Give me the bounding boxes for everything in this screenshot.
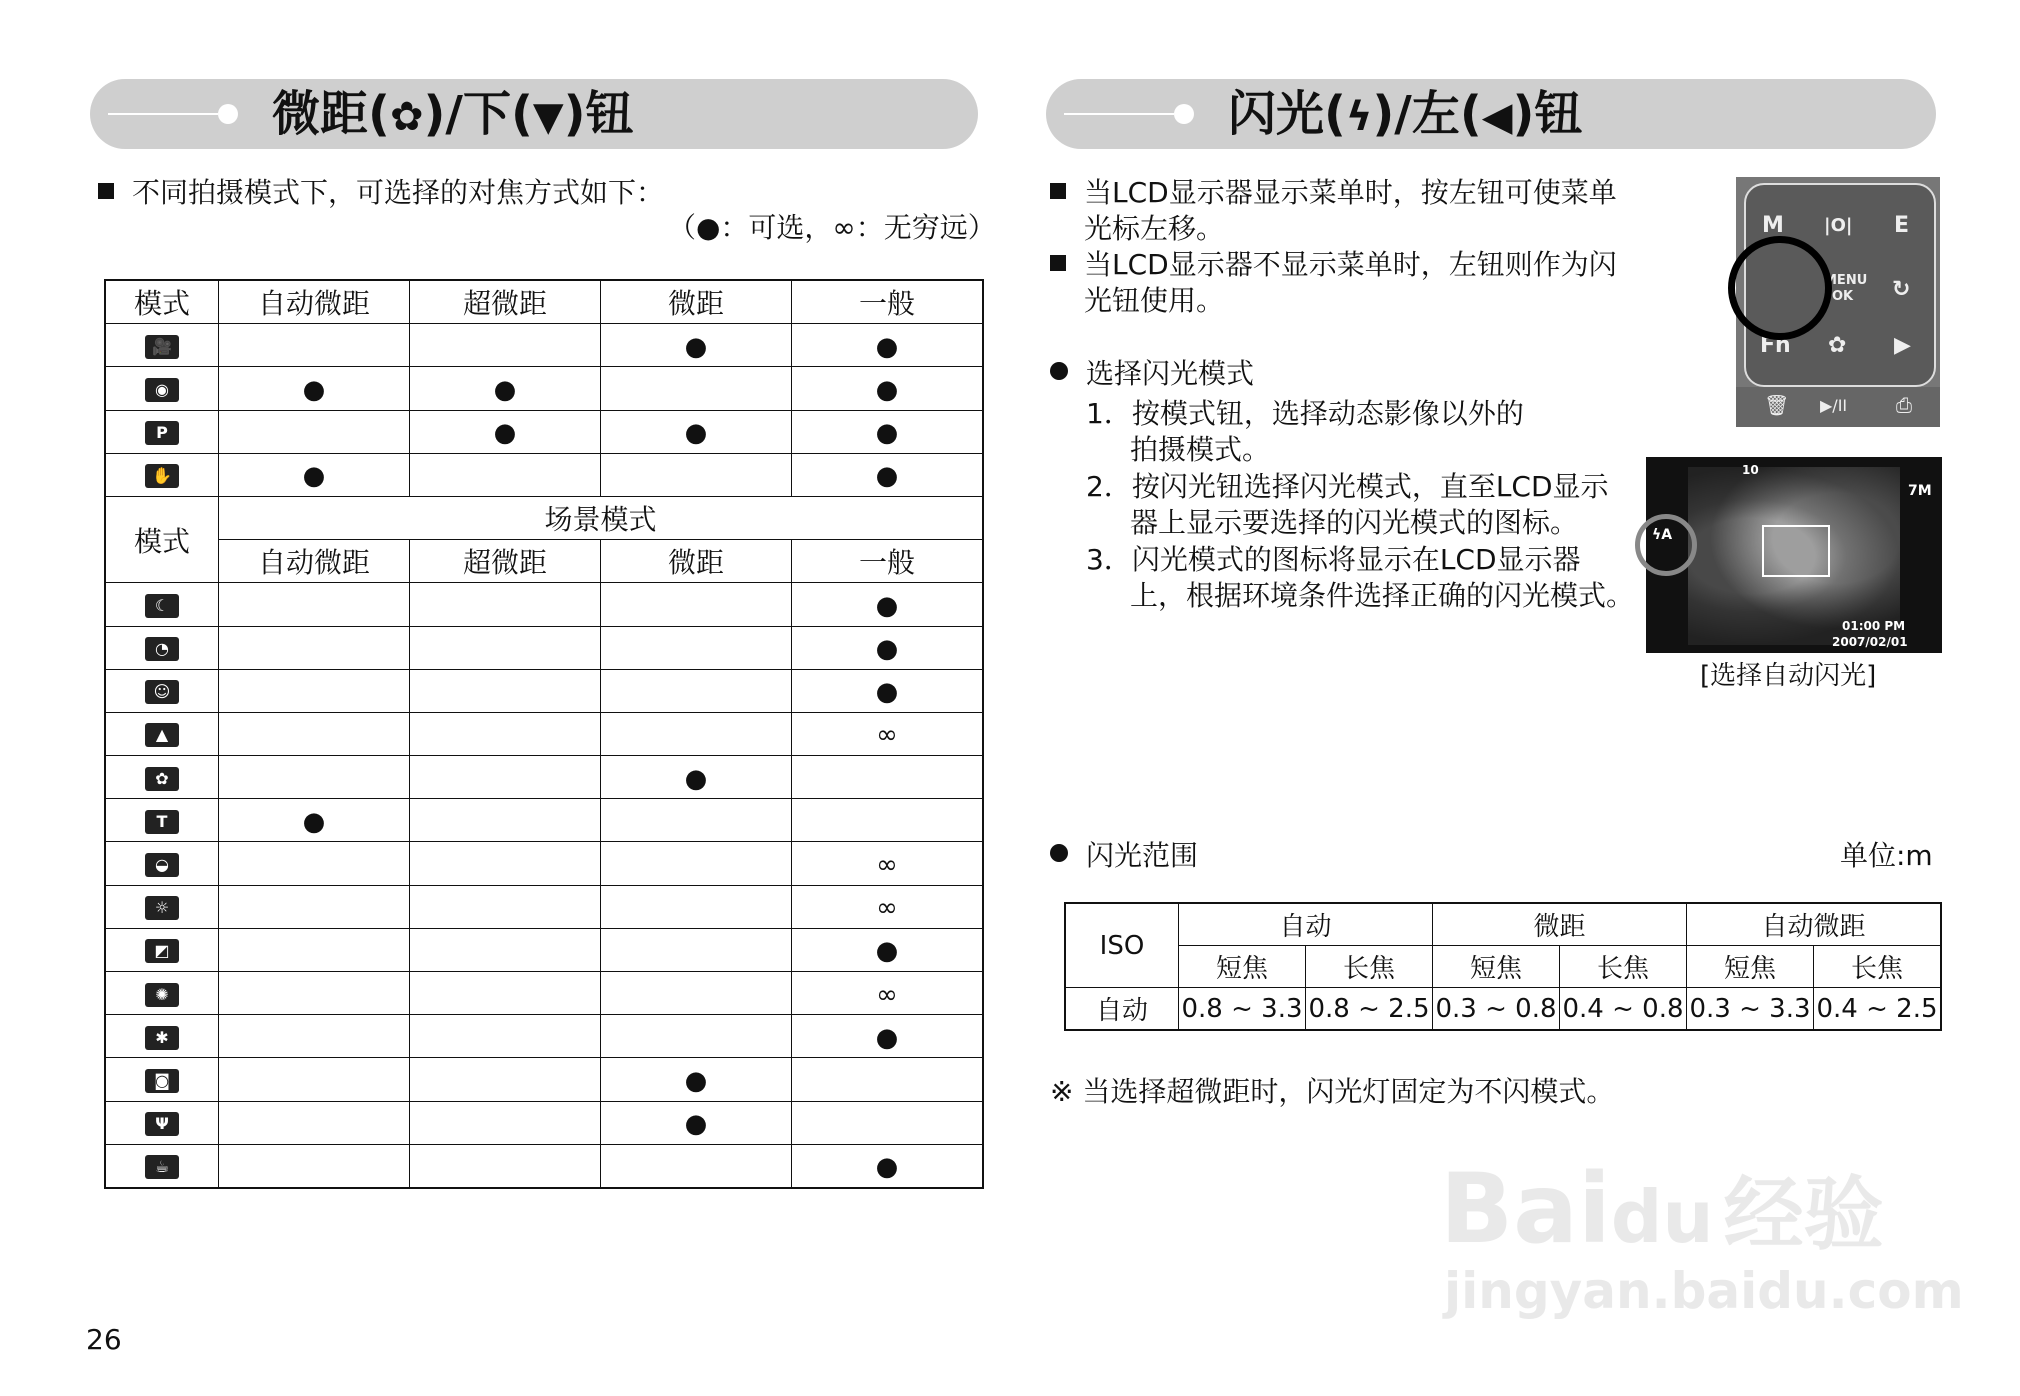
table-cell (601, 756, 792, 799)
table-row (105, 583, 983, 626)
macro-icon: ✿ (389, 94, 424, 140)
night-icon: ☾ (145, 594, 179, 618)
table-cell (792, 972, 984, 1015)
sub-header: 超微距 (410, 540, 601, 583)
table-cell (105, 842, 219, 885)
button-bar (1736, 387, 1940, 427)
table-cell (792, 324, 984, 367)
baidu-watermark: Baidu 经验 (1440, 1153, 1884, 1265)
table-cell (219, 453, 410, 496)
table-cell (601, 453, 792, 496)
table-cell (219, 367, 410, 410)
table-cell: 自动微距 (219, 280, 410, 324)
table-cell (105, 410, 219, 453)
mode-m-label: M (1762, 213, 1784, 238)
table-cell (105, 367, 219, 410)
table-cell (792, 1058, 984, 1101)
scene-subheader-row (105, 540, 983, 583)
table-cell (792, 367, 984, 410)
table-row (105, 1058, 983, 1101)
table-row (105, 280, 983, 324)
infinity-mark: ∞ (876, 850, 898, 881)
table-cell: 微距 (601, 280, 792, 324)
image-size-icon: 7M (1908, 483, 1932, 499)
table-cell (410, 1015, 601, 1058)
range-value: 0.8 ~ 3.3 (1179, 988, 1306, 1031)
header-dot (1174, 104, 1194, 124)
table-cell (219, 842, 410, 885)
range-value: 0.8 ~ 2.5 (1306, 988, 1433, 1031)
flash-range-heading: 闪光范围 (1050, 838, 1198, 874)
table-cell (219, 324, 410, 367)
table-cell (410, 1058, 601, 1101)
selectable-mark: ● (875, 461, 899, 492)
table-cell (105, 626, 219, 669)
table-cell (410, 453, 601, 496)
mode-label: 模式 (105, 496, 219, 582)
infinity-mark: ∞ (876, 893, 898, 924)
right-bullet-1: 当LCD显示器显示菜单时，按左钮可使菜单 光标左移。 (1050, 175, 1617, 247)
step-3: 3．闪光模式的图标将显示在LCD显示器 上，根据环境条件选择正确的闪光模式。 (1086, 543, 1635, 612)
beach-snow-icon: ✱ (145, 1026, 179, 1050)
scene-header-row (105, 496, 983, 539)
page-number: 26 (86, 1323, 122, 1356)
shot-count: 10 (1742, 463, 1759, 477)
table-cell (410, 712, 601, 755)
flash-button-highlight-circle (1728, 236, 1832, 340)
menu-label: MENU (1824, 273, 1868, 288)
table-cell (410, 626, 601, 669)
table-cell (792, 842, 984, 885)
header-line (1064, 113, 1174, 115)
table-row (105, 626, 983, 669)
table-row (105, 669, 983, 712)
table-cell (410, 972, 601, 1015)
table-cell (792, 928, 984, 971)
sub-header: 长焦 (1306, 946, 1433, 988)
table-cell (105, 1015, 219, 1058)
selectable-mark: ● (684, 418, 708, 449)
table-cell (219, 799, 410, 842)
table-cell (601, 972, 792, 1015)
sub-header: 自动微距 (219, 540, 410, 583)
range-value: 0.4 ~ 2.5 (1814, 988, 1942, 1031)
backlight-icon: ◩ (145, 939, 179, 963)
table-row (105, 972, 983, 1015)
selectable-mark: ● (302, 461, 326, 492)
cafe-icon: ☕ (145, 1155, 179, 1179)
right-bullet-2: 当LCD显示器不显示菜单时，左钮则作为闪 光钮使用。 (1050, 247, 1617, 319)
firework-icon: ✺ (145, 983, 179, 1007)
table-cell (601, 626, 792, 669)
table-cell (792, 1015, 984, 1058)
table-cell (105, 324, 219, 367)
delete-icon: 🗑 (1764, 393, 1790, 417)
table-cell (219, 1144, 410, 1188)
right-section-title: 闪光(ϟ)/左(◀)钮 (1228, 85, 1582, 146)
square-bullet (98, 183, 114, 199)
table-row (105, 1015, 983, 1058)
table-cell (410, 885, 601, 928)
flash-auto-icon: ϟA (1652, 527, 1673, 543)
selectable-mark: ● (684, 1109, 708, 1140)
selectable-mark: ● (875, 1152, 899, 1183)
flash-range-table (1064, 902, 1942, 1031)
table-cell (105, 1144, 219, 1188)
table-cell: 一般 (792, 280, 984, 324)
selectable-mark: ● (684, 1065, 708, 1096)
table-cell (219, 712, 410, 755)
closeup-icon: ✿ (145, 767, 179, 791)
table-cell (601, 1101, 792, 1144)
table-cell (601, 928, 792, 971)
lcd-caption: [选择自动闪光] (1700, 661, 1877, 691)
infinity-mark: ∞ (876, 979, 898, 1010)
table-cell (105, 756, 219, 799)
timer-icon: ↻ (1892, 277, 1911, 302)
table-cell (601, 799, 792, 842)
table-cell (792, 799, 984, 842)
table-cell: 超微距 (410, 280, 601, 324)
sub-header: 长焦 (1814, 946, 1942, 988)
focus-mode-table (104, 279, 984, 1189)
portrait-icon: ☺ (145, 680, 179, 704)
pause-play-icon: ▶/II (1820, 396, 1848, 415)
frame-label: |O| (1824, 215, 1853, 236)
table-cell (410, 583, 601, 626)
table-cell (105, 669, 219, 712)
table-cell (792, 410, 984, 453)
table-cell (410, 669, 601, 712)
table-row (105, 928, 983, 971)
camera-auto-icon: ◉ (145, 378, 179, 402)
mode-e-label: E (1894, 213, 1910, 238)
table-cell (219, 583, 410, 626)
ok-label: OK (1832, 289, 1854, 304)
table-cell (105, 453, 219, 496)
table-cell (219, 626, 410, 669)
movie-icon: 🎥 (145, 335, 179, 359)
selectable-mark: ● (875, 1022, 899, 1053)
table-row (105, 367, 983, 410)
table-cell (601, 885, 792, 928)
sunset-icon: ◒ (145, 853, 179, 877)
square-bullet (1050, 183, 1066, 199)
selectable-mark: ● (875, 936, 899, 967)
iso-header: ISO (1065, 903, 1179, 988)
table-cell (410, 799, 601, 842)
self-shot-icon: ◙ (145, 1069, 179, 1093)
table-cell (410, 756, 601, 799)
table-row (105, 756, 983, 799)
table-cell (792, 885, 984, 928)
table-cell (219, 885, 410, 928)
program-icon: P (145, 421, 179, 445)
unit-label: 单位:m (1840, 839, 1933, 872)
select-flash-heading: 选择闪光模式 (1050, 356, 1254, 392)
selectable-mark: ● (875, 590, 899, 621)
table-cell (792, 756, 984, 799)
lcd-time: 01:00 PM (1842, 619, 1906, 633)
table-cell (601, 324, 792, 367)
group-header: 微距 (1433, 903, 1687, 946)
right-section-header (1046, 79, 1936, 149)
table-cell (792, 1101, 984, 1144)
infinity-mark: ∞ (876, 720, 898, 751)
left-section-title: 微距(✿)/下(▼)钮 (272, 85, 634, 146)
table-cell (601, 1144, 792, 1188)
table-cell (792, 712, 984, 755)
table-row (105, 799, 983, 842)
sub-header: 短焦 (1433, 946, 1560, 988)
table-cell (792, 583, 984, 626)
group-header: 自动微距 (1687, 903, 1942, 946)
table-cell (105, 1058, 219, 1101)
table-cell (105, 928, 219, 971)
sub-header: 长焦 (1560, 946, 1687, 988)
table-cell (105, 712, 219, 755)
header-line (108, 113, 218, 115)
table-row (105, 324, 983, 367)
table-cell (219, 1058, 410, 1101)
square-bullet (1050, 255, 1066, 271)
table-row (105, 1144, 983, 1188)
scene-mode-header: 场景模式 (219, 496, 984, 539)
legend: （●：可选，∞：无穷远） (668, 211, 996, 244)
selectable-mark: ● (493, 418, 517, 449)
flash-icon: ϟ (1345, 94, 1373, 140)
flash-icon-highlight-ring (1635, 514, 1697, 576)
table-cell (410, 410, 601, 453)
left-section-header (90, 79, 978, 149)
table-cell (105, 1101, 219, 1144)
table-row (105, 842, 983, 885)
macro-icon: ✿ (1828, 333, 1847, 358)
text-icon: T (145, 810, 179, 834)
selectable-mark: ● (302, 374, 326, 405)
table-cell (601, 842, 792, 885)
selectable-mark: ● (493, 374, 517, 405)
table-cell (792, 453, 984, 496)
table-cell (601, 583, 792, 626)
table-cell (219, 1101, 410, 1144)
baidu-watermark-url: jingyan.baidu.com (1444, 1262, 1964, 1320)
table-cell (601, 1015, 792, 1058)
table-cell (601, 1058, 792, 1101)
fn-label: Fn (1760, 333, 1791, 358)
table-cell (410, 324, 601, 367)
food-icon: Ψ (145, 1112, 179, 1136)
selectable-mark: ● (875, 677, 899, 708)
table-row (105, 885, 983, 928)
table-cell (792, 1144, 984, 1188)
table-cell (601, 712, 792, 755)
table-cell (792, 626, 984, 669)
focus-frame (1762, 525, 1830, 577)
landscape-icon: ▲ (145, 723, 179, 747)
range-value: 0.3 ~ 3.3 (1687, 988, 1814, 1031)
table-cell (219, 928, 410, 971)
table-cell (219, 410, 410, 453)
table-cell (105, 972, 219, 1015)
down-arrow-icon: ▼ (532, 94, 564, 140)
dual-is-icon: ✋ (145, 464, 179, 488)
dawn-icon: ☼ (145, 896, 179, 920)
row-label: 自动 (1065, 988, 1179, 1031)
range-value: 0.4 ~ 0.8 (1560, 988, 1687, 1031)
selectable-mark: ● (302, 806, 326, 837)
selectable-mark: ● (684, 331, 708, 362)
table-cell: 模式 (105, 280, 219, 324)
print-icon: ⎙ (1896, 393, 1912, 417)
sub-header: 微距 (601, 540, 792, 583)
table-cell (219, 972, 410, 1015)
table-cell (219, 669, 410, 712)
table-cell (601, 669, 792, 712)
step-1: 1．按模式钮，选择动态影像以外的 拍摄模式。 (1086, 397, 1524, 466)
selectable-mark: ● (875, 331, 899, 362)
circle-bullet (1050, 844, 1068, 862)
table-cell (410, 928, 601, 971)
sub-header: 一般 (792, 540, 984, 583)
table-cell (105, 799, 219, 842)
table-cell (219, 756, 410, 799)
range-value: 0.3 ~ 0.8 (1433, 988, 1560, 1031)
left-intro: 不同拍摄模式下，可选择的对焦方式如下： (98, 175, 664, 211)
table-cell (219, 1015, 410, 1058)
beauty-icon: ◔ (145, 637, 179, 661)
table-cell (410, 1144, 601, 1188)
table-row (105, 453, 983, 496)
step-2: 2．按闪光钮选择闪光模式，直至LCD显示 器上显示要选择的闪光模式的图标。 (1086, 470, 1609, 539)
table-cell (105, 583, 219, 626)
table-cell (601, 410, 792, 453)
sub-header: 短焦 (1179, 946, 1306, 988)
left-arrow-icon: ◀ (1481, 94, 1513, 140)
play-icon: ▶ (1894, 333, 1911, 358)
sub-header: 短焦 (1687, 946, 1814, 988)
selectable-mark: ● (684, 763, 708, 794)
table-row (105, 1101, 983, 1144)
table-row (105, 712, 983, 755)
circle-bullet (1050, 362, 1068, 380)
selectable-mark: ● (875, 374, 899, 405)
selectable-mark: ● (875, 634, 899, 665)
selectable-mark: ● (875, 418, 899, 449)
table-row (105, 410, 983, 453)
flash-note: ※ 当选择超微距时，闪光灯固定为不闪模式。 (1050, 1075, 1615, 1108)
group-header: 自动 (1179, 903, 1433, 946)
table-cell (410, 367, 601, 410)
table-cell (601, 367, 792, 410)
lcd-date: 2007/02/01 (1832, 635, 1908, 649)
table-cell (792, 669, 984, 712)
table-cell (410, 842, 601, 885)
table-cell (105, 885, 219, 928)
header-dot (218, 104, 238, 124)
table-cell (410, 1101, 601, 1144)
